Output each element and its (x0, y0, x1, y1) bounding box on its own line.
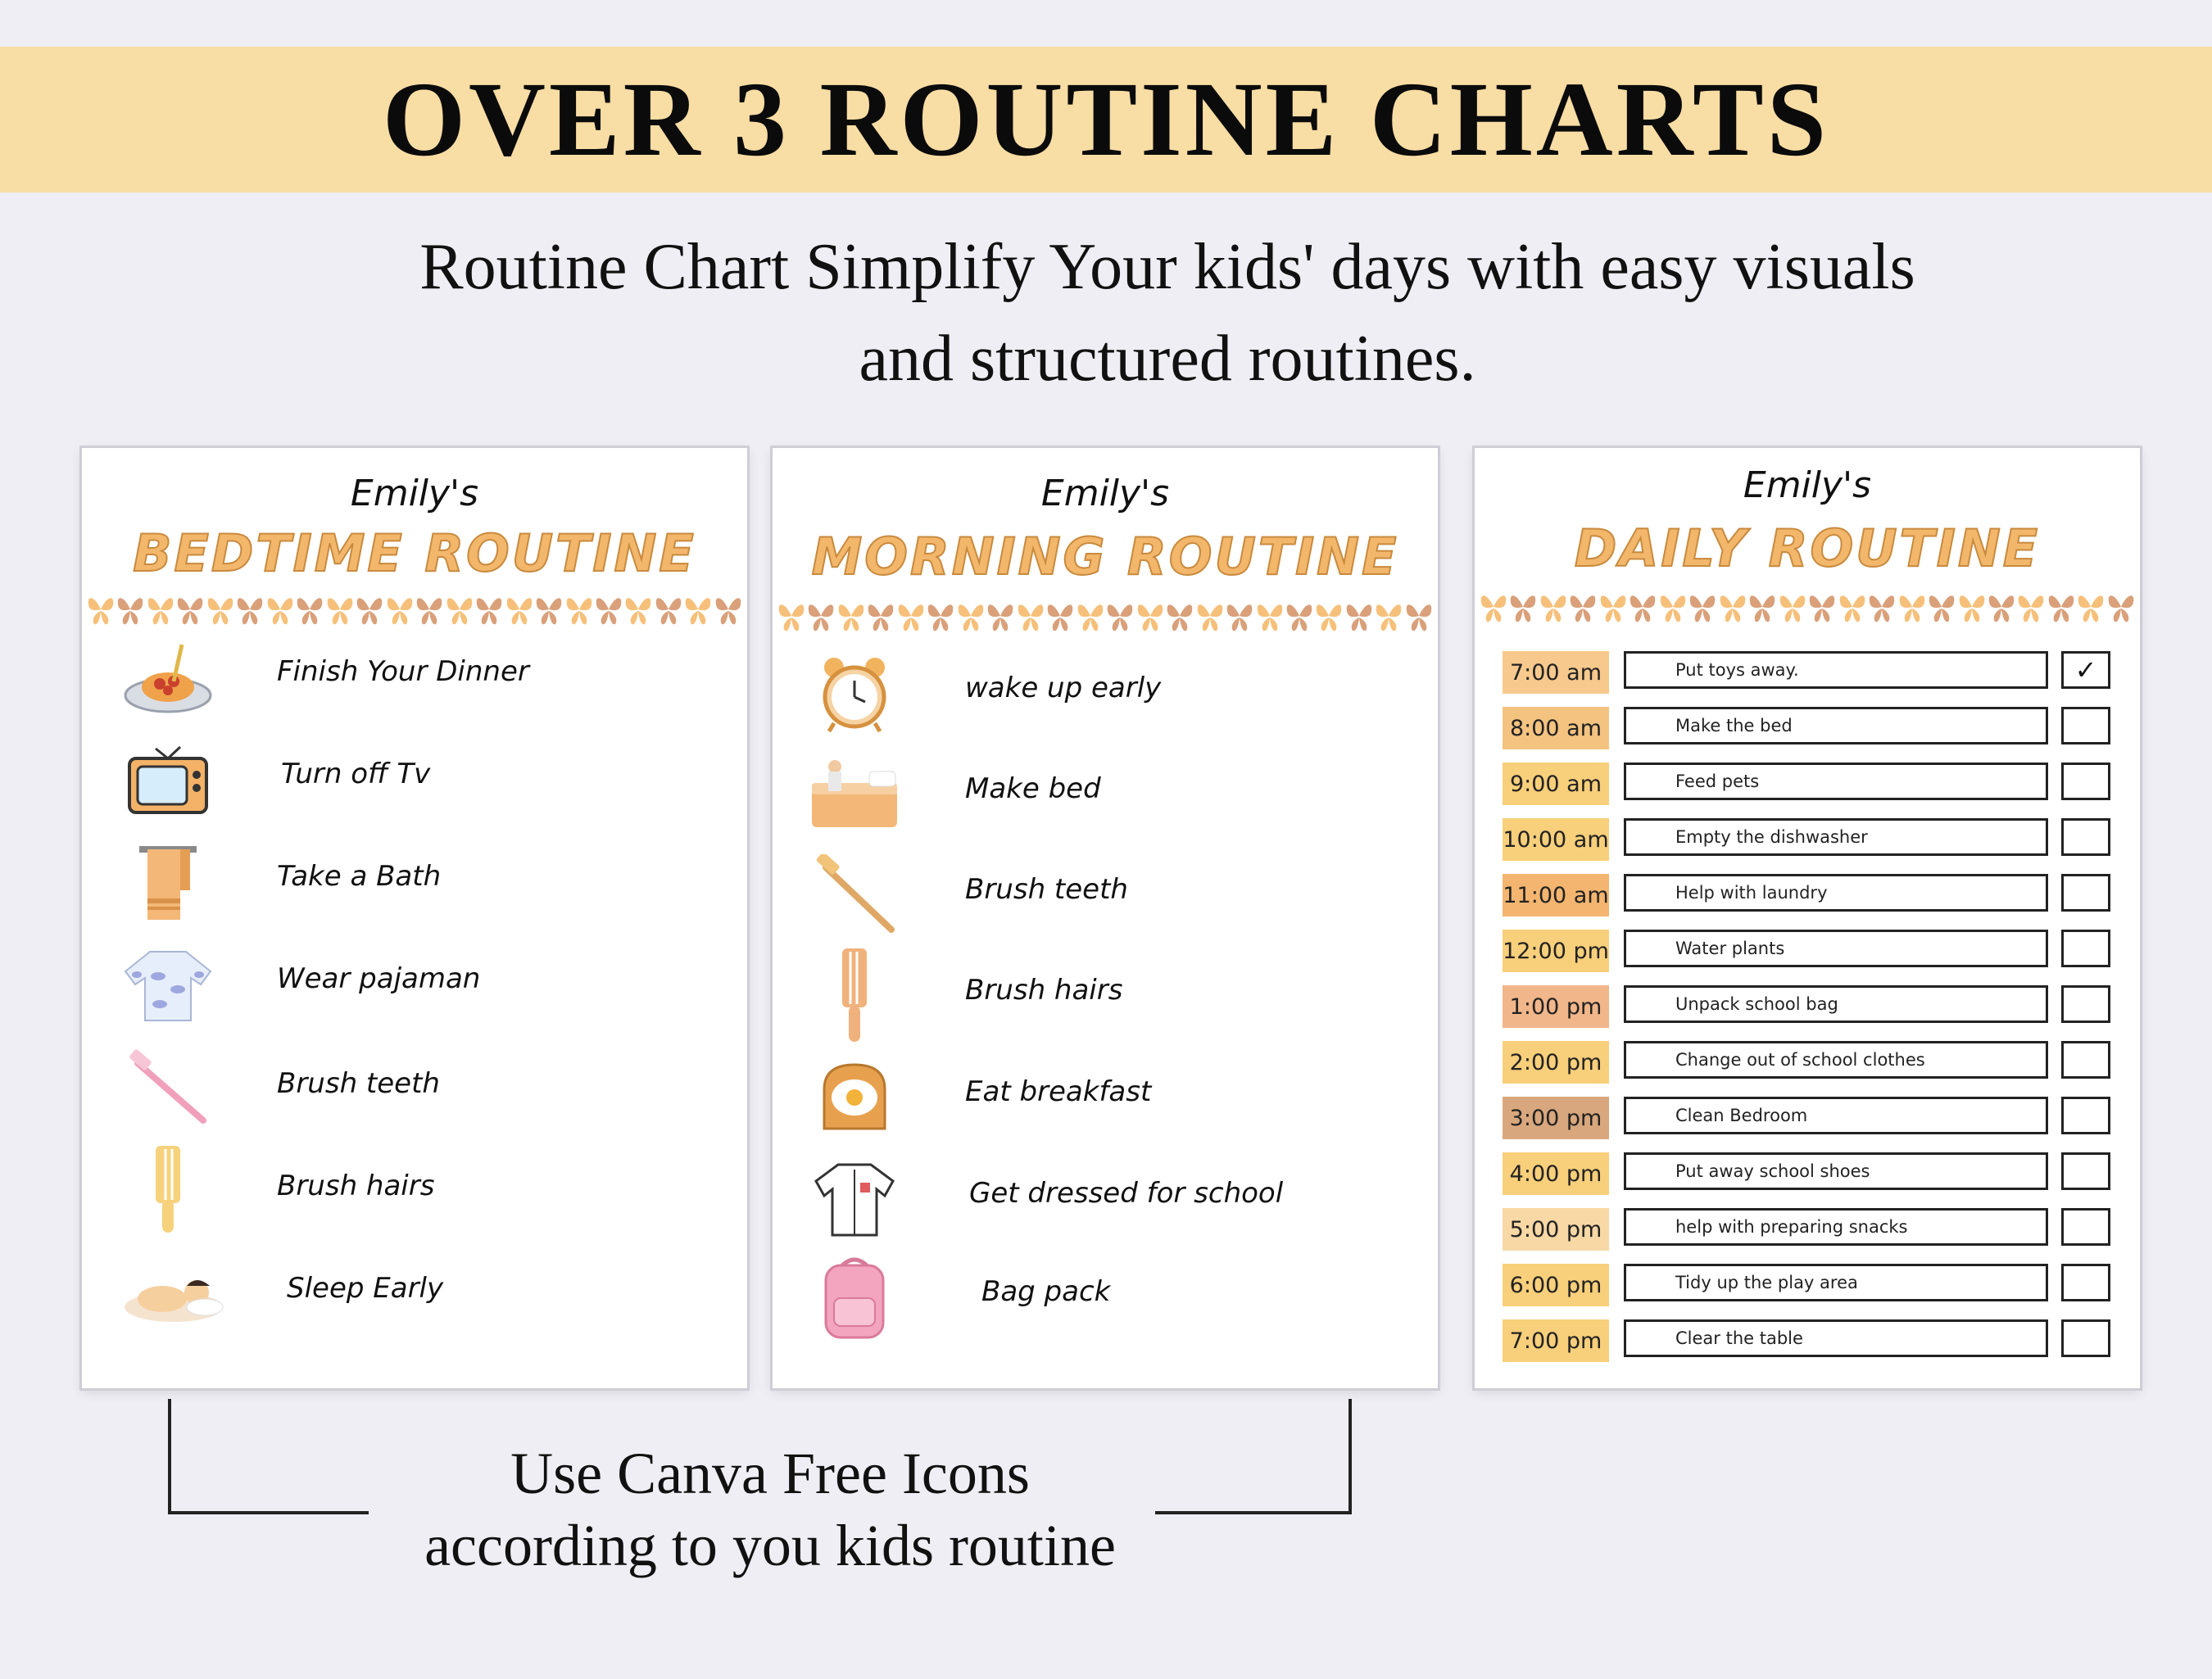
subtitle (246, 221, 2089, 405)
table-row (1475, 985, 2140, 1028)
time-cell: 1:00 pm (1503, 985, 1609, 1028)
butterfly-icon (595, 591, 623, 627)
item-label: Wear pajaman (277, 962, 481, 995)
card-owner-name: Emily's (1040, 473, 1170, 514)
butterfly-icon (777, 598, 805, 634)
butterfly-icon (87, 591, 115, 627)
butterfly-icon (116, 591, 144, 627)
butterfly-icon (206, 591, 234, 627)
sleeping-child-icon (115, 1249, 229, 1339)
subtitle-line-1: Routine Chart Simplify Your kids' days with easy visuals (419, 231, 1915, 303)
checkbox[interactable] (2061, 1319, 2110, 1357)
butterfly-icon (807, 598, 835, 634)
checkbox[interactable] (2061, 930, 2110, 967)
footer-line-2: according to you kids routine (424, 1513, 1116, 1578)
task-cell: Empty the dishwasher (1624, 818, 2048, 856)
table-row (1475, 874, 2140, 916)
footer-caption (360, 1437, 1180, 1582)
butterfly-icon (1136, 598, 1164, 634)
butterfly-border (87, 591, 742, 627)
checkbox[interactable] (2061, 1041, 2110, 1079)
butterfly-icon (1345, 598, 1373, 634)
time-cell: 11:00 am (1503, 874, 1609, 916)
list-item (82, 1249, 747, 1339)
butterfly-icon (2107, 589, 2135, 625)
time-cell: 6:00 pm (1503, 1264, 1609, 1306)
butterfly-icon (356, 591, 383, 627)
time-cell: 7:00 pm (1503, 1319, 1609, 1362)
morning-routine-card (773, 448, 1438, 1388)
time-cell: 3:00 pm (1503, 1097, 1609, 1139)
butterfly-icon (1315, 598, 1343, 634)
item-label: Finish Your Dinner (277, 655, 529, 688)
task-cell: Change out of school clothes (1624, 1041, 2048, 1079)
table-row (1475, 818, 2140, 861)
task-cell: Water plants (1624, 930, 2048, 967)
butterfly-icon (2047, 589, 2075, 625)
butterfly-icon (176, 591, 204, 627)
butterfly-icon (1868, 589, 1896, 625)
footer-line-1: Use Canva Free Icons (510, 1441, 1030, 1506)
comb-icon (805, 951, 904, 1041)
butterfly-icon (326, 591, 354, 627)
card-title: DAILY ROUTINE (1574, 518, 2041, 578)
butterfly-icon (1017, 598, 1045, 634)
item-label: Make bed (965, 772, 1101, 805)
table-row (1475, 1152, 2140, 1195)
header-banner (0, 47, 2212, 192)
butterfly-icon (1375, 598, 1403, 634)
banner-title: OVER 3 ROUTINE CHARTS (382, 61, 1830, 179)
butterfly-icon (505, 591, 533, 627)
list-item (82, 939, 747, 1030)
butterfly-icon (927, 598, 954, 634)
toast-egg-icon (805, 1052, 904, 1143)
toothbrush-icon (805, 850, 904, 940)
butterfly-icon (624, 591, 652, 627)
butterfly-icon (1748, 589, 1776, 625)
butterfly-icon (1196, 598, 1224, 634)
time-cell: 2:00 pm (1503, 1041, 1609, 1084)
butterfly-icon (986, 598, 1014, 634)
task-cell: Clean Bedroom (1624, 1097, 2048, 1134)
list-item (773, 1052, 1438, 1143)
butterfly-icon (1285, 598, 1313, 634)
butterfly-icon (2077, 589, 2105, 625)
list-item (773, 850, 1438, 940)
butterfly-icon (565, 591, 593, 627)
item-label: Brush hairs (965, 974, 1123, 1007)
checkbox[interactable] (2061, 1264, 2110, 1301)
butterfly-icon (1226, 598, 1253, 634)
butterfly-icon (1659, 589, 1687, 625)
checkbox[interactable] (2061, 763, 2110, 800)
butterfly-icon (1958, 589, 1986, 625)
butterfly-icon (1988, 589, 2015, 625)
checkbox[interactable] (2061, 985, 2110, 1023)
pajama-icon (119, 939, 217, 1030)
butterfly-icon (897, 598, 925, 634)
butterfly-border (1480, 589, 2135, 625)
toothbrush-icon (119, 1044, 217, 1134)
table-row (1475, 1097, 2140, 1139)
time-cell: 8:00 am (1503, 707, 1609, 749)
butterfly-icon (1509, 589, 1537, 625)
tv-icon (119, 735, 217, 825)
towel-icon (119, 837, 217, 927)
task-cell: Clear the table (1624, 1319, 2048, 1357)
butterfly-icon (1629, 589, 1657, 625)
bracket-right-vertical (1349, 1399, 1352, 1514)
list-item (773, 649, 1438, 739)
school-shirt-icon (805, 1154, 904, 1244)
butterfly-icon (1688, 589, 1716, 625)
item-label: Take a Bath (277, 860, 442, 893)
butterfly-icon (1808, 589, 1836, 625)
time-cell: 5:00 pm (1503, 1208, 1609, 1251)
task-cell: Tidy up the play area (1624, 1264, 2048, 1301)
time-cell: 4:00 pm (1503, 1152, 1609, 1195)
checkbox[interactable] (2061, 818, 2110, 856)
task-cell: Unpack school bag (1624, 985, 2048, 1023)
butterfly-icon (1599, 589, 1627, 625)
butterfly-icon (1719, 589, 1747, 625)
task-cell: Put toys away. (1624, 651, 2048, 689)
alarm-clock-icon (805, 649, 904, 739)
checkbox[interactable] (2061, 1208, 2110, 1246)
butterfly-icon (147, 591, 175, 627)
task-cell: Feed pets (1624, 763, 2048, 800)
checkbox[interactable] (2061, 707, 2110, 744)
item-label: wake up early (965, 672, 1162, 704)
list-item (82, 735, 747, 825)
time-cell: 9:00 am (1503, 763, 1609, 805)
butterfly-icon (415, 591, 443, 627)
butterfly-icon (2017, 589, 2045, 625)
table-row (1475, 1041, 2140, 1084)
butterfly-icon (1928, 589, 1956, 625)
butterfly-icon (1256, 598, 1284, 634)
subtitle-line-2: and structured routines. (859, 323, 1476, 395)
item-label: Sleep Early (287, 1272, 444, 1305)
task-cell: Make the bed (1624, 707, 2048, 744)
table-row (1475, 651, 2140, 694)
task-cell: Put away school shoes (1624, 1152, 2048, 1190)
card-owner-name: Emily's (1743, 464, 1872, 506)
butterfly-icon (655, 591, 682, 627)
item-label: Brush teeth (965, 873, 1128, 906)
item-label: Brush teeth (277, 1067, 440, 1100)
butterfly-icon (714, 591, 742, 627)
item-label: Get dressed for school (969, 1177, 1284, 1210)
time-cell: 7:00 am (1503, 651, 1609, 694)
task-cell: Help with laundry (1624, 874, 2048, 912)
butterfly-icon (386, 591, 414, 627)
checkbox[interactable] (2061, 1097, 2110, 1134)
item-label: Turn off Tv (281, 758, 431, 790)
card-title: BEDTIME ROUTINE (133, 523, 696, 583)
butterfly-icon (1046, 598, 1074, 634)
butterfly-icon (867, 598, 895, 634)
checkbox[interactable] (2061, 1152, 2110, 1190)
table-row (1475, 1319, 2140, 1362)
butterfly-icon (684, 591, 712, 627)
butterfly-icon (837, 598, 865, 634)
bedtime-routine-card (82, 448, 747, 1388)
butterfly-border (777, 598, 1433, 634)
butterfly-icon (1898, 589, 1926, 625)
table-row (1475, 707, 2140, 749)
time-cell: 10:00 am (1503, 818, 1609, 861)
checkbox[interactable] (2061, 874, 2110, 912)
bracket-left-horizontal (168, 1511, 369, 1514)
butterfly-icon (1405, 598, 1433, 634)
time-cell: 12:00 pm (1503, 930, 1609, 972)
list-item (773, 749, 1438, 840)
table-row (1475, 1208, 2140, 1251)
butterfly-icon (266, 591, 294, 627)
bed-icon (805, 749, 904, 840)
butterfly-icon (296, 591, 324, 627)
butterfly-icon (1106, 598, 1134, 634)
butterfly-icon (1569, 589, 1597, 625)
checkbox[interactable]: ✓ (2061, 651, 2110, 689)
list-item (82, 1044, 747, 1134)
butterfly-icon (957, 598, 985, 634)
butterfly-icon (1838, 589, 1866, 625)
butterfly-icon (1077, 598, 1104, 634)
table-row (1475, 1264, 2140, 1306)
dinner-plate-icon (119, 632, 217, 722)
backpack-icon (805, 1252, 904, 1342)
bracket-left-vertical (168, 1399, 171, 1514)
card-owner-name: Emily's (350, 473, 479, 514)
list-item (773, 1252, 1438, 1342)
item-label: Eat breakfast (965, 1075, 1152, 1108)
table-row (1475, 930, 2140, 972)
list-item (773, 1154, 1438, 1244)
task-cell: help with preparing snacks (1624, 1208, 2048, 1246)
butterfly-icon (1166, 598, 1194, 634)
butterfly-icon (475, 591, 503, 627)
list-item (82, 1147, 747, 1237)
butterfly-icon (1480, 589, 1507, 625)
list-item (82, 632, 747, 722)
bracket-right-horizontal (1155, 1511, 1352, 1514)
daily-routine-card (1475, 448, 2140, 1388)
butterfly-icon (1779, 589, 1806, 625)
list-item (773, 951, 1438, 1041)
butterfly-icon (1539, 589, 1567, 625)
item-label: Brush hairs (277, 1170, 435, 1202)
list-item (82, 837, 747, 927)
item-label: Bag pack (981, 1275, 1111, 1308)
comb-icon (119, 1147, 217, 1237)
butterfly-icon (535, 591, 563, 627)
butterfly-icon (236, 591, 264, 627)
card-title: MORNING ROUTINE (811, 527, 1399, 586)
table-row (1475, 763, 2140, 805)
butterfly-icon (446, 591, 474, 627)
